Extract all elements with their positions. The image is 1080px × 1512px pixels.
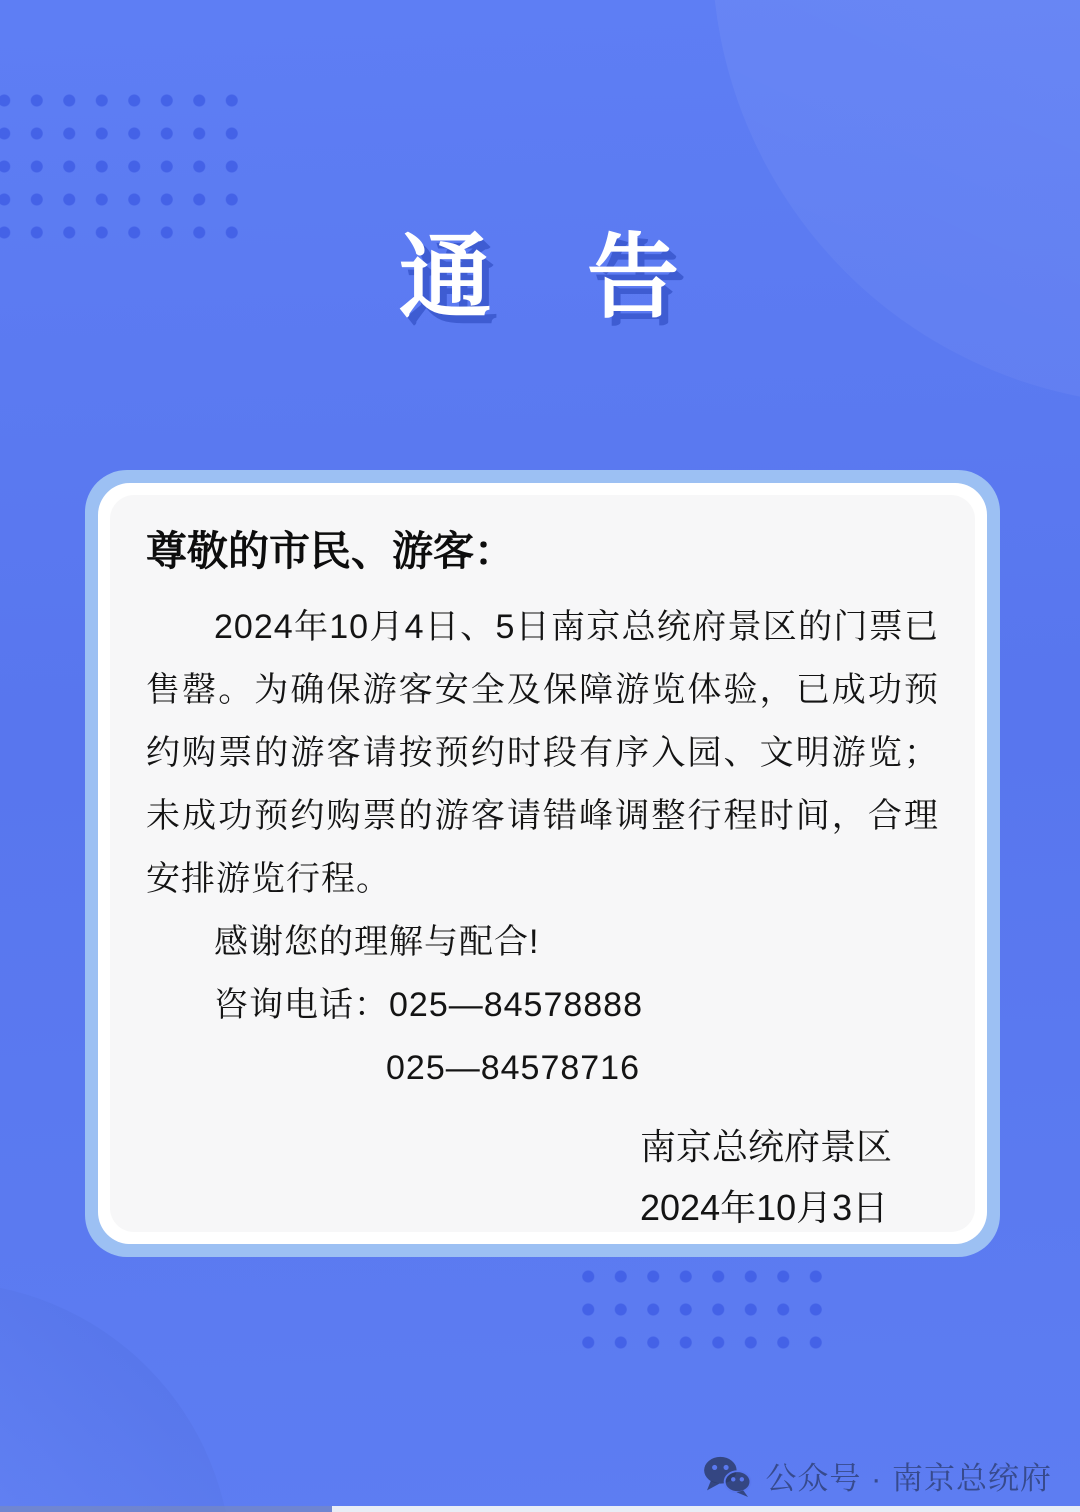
thanks-line: 感谢您的理解与配合! <box>214 923 540 962</box>
signature-name: 南京总统府景区 <box>640 1126 893 1168</box>
notice-title: 通 告 <box>398 227 681 329</box>
decor-dots-bottom <box>572 1260 830 1362</box>
bottom-edge-strip-left <box>0 1506 332 1512</box>
notice-card-ring <box>98 483 987 1244</box>
signature-block <box>146 1116 939 1238</box>
decor-circle-bottom-left <box>0 1282 232 1512</box>
footer-watermark <box>703 1453 1052 1498</box>
wechat-icon <box>703 1455 753 1497</box>
notice-paragraph: 2024年10月4日、5日南京总统府景区的门票已售罄。为确保游客安全及保障游览体验，已成功预约购票的游客请按预约时段有序入园、文明游览；未成功预约购票的游客请错峰调整行程时间，合理安排游览行程。 <box>146 608 939 899</box>
decor-circle-top-right <box>712 0 1080 405</box>
phone-number-primary: 025—84578888 <box>389 986 644 1025</box>
signature-date: 2024年10月3日 <box>640 1187 889 1229</box>
phone-line-primary <box>146 974 939 1037</box>
notice-card <box>85 470 1000 1257</box>
salutation: 尊敬的市民、游客： <box>146 528 515 574</box>
bottom-edge-strip-right <box>332 1506 1080 1512</box>
phone-label: 咨询电话： <box>214 986 389 1025</box>
notice-card-body <box>110 495 975 1232</box>
footer-label: 公众号 · 南京总统府 <box>765 1461 1052 1496</box>
phone-number-secondary: 025—84578716 <box>386 1049 641 1088</box>
